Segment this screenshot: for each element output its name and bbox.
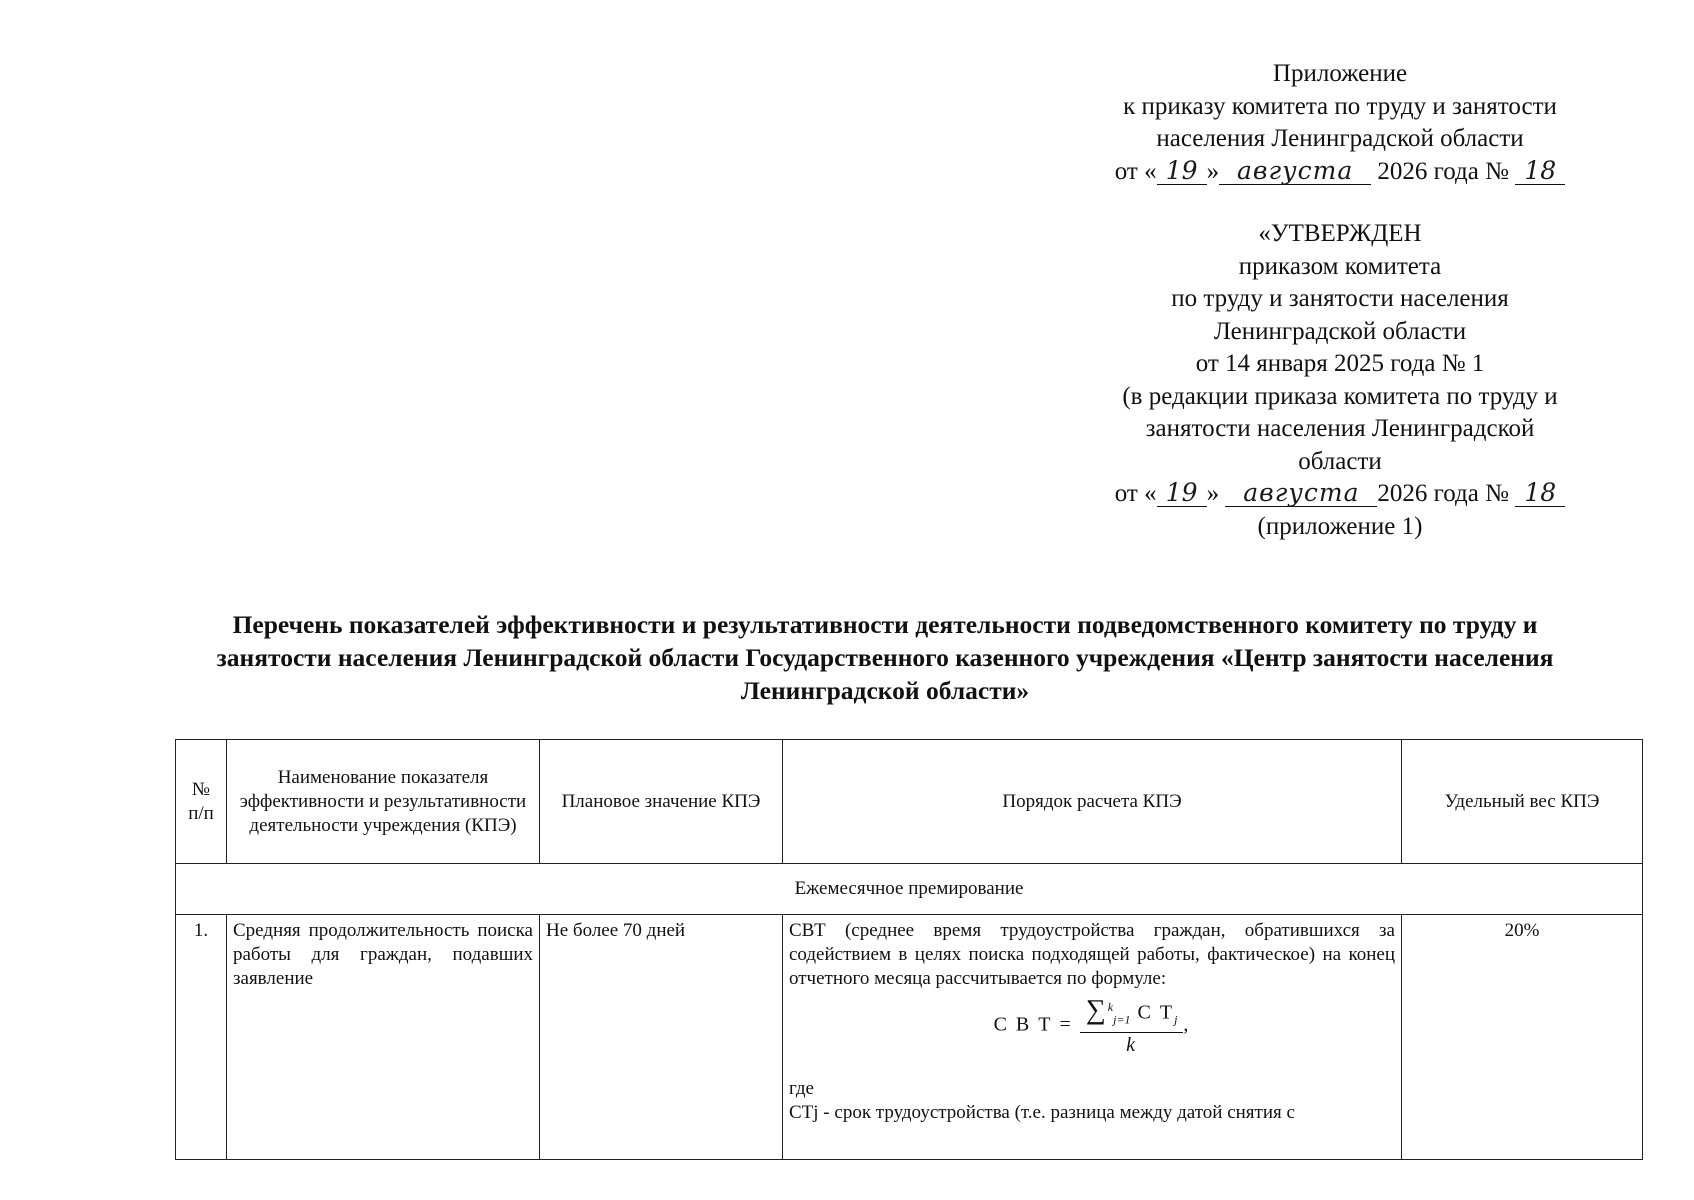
approved-line-3: по труду и занятости населения [1171,285,1509,312]
formula-denominator: k [1126,1033,1138,1056]
row-plan: Не более 70 дней [540,915,783,1160]
approved-line-6: (в редакции приказа комитета по труду и [1122,382,1558,410]
approved-line-8: области [1298,447,1382,475]
formula-lhs: С В Т = [993,1013,1073,1036]
handwritten-number: 18 [1515,480,1565,507]
approved-line-7: занятости населения Ленинградской [1145,415,1535,442]
formula-sup: k [1107,1000,1114,1014]
handwritten-month: августа [1225,480,1377,507]
formula-num-sub: j [1174,1012,1178,1027]
row-weight: 20% [1402,915,1643,1160]
formula-end: , [1183,1013,1191,1036]
section-row [176,864,1643,915]
handwritten-month: августа [1219,158,1371,185]
section-monthly-bonus: Ежемесячное премирование [176,864,1643,915]
date-year-text: 2026 года № [1377,157,1509,185]
formula-sub: j=1 [1113,1012,1131,1027]
calc-where: где [789,1077,814,1099]
formula-num-text: С Т [1137,1001,1175,1024]
date-day-close: » [1206,480,1220,507]
formula-numerator [1080,995,1184,1033]
handwritten-day: 19 [1157,480,1207,507]
header-name: Наименование показателя эффективности и результативности деятельности учреждения (КПЭ) [227,740,540,864]
appendix-date-line [1040,156,1640,189]
approved-line-5: от 14 января 2025 года № 1 [1195,350,1485,377]
approved-line-4: Ленинградской области [1213,317,1467,345]
formula-fraction [1080,995,1184,1057]
row-calc [783,915,1402,1160]
approved-line-9: (приложение 1) [1257,512,1423,540]
date-prefix: от « [1114,480,1157,507]
approved-line-2: приказом комитета [1238,252,1442,280]
table-header-row [176,740,1643,864]
date-prefix: от « [1114,157,1157,185]
calc-intro: СВТ (среднее время трудоустройства граждан, обратившихся за содействием в целях поиска подходящей работы, фактическое) на конец отчетного месяца рассчитывается по формуле: [789,920,1395,989]
svt-formula [789,995,1395,1057]
appendix-header [1040,58,1640,188]
date-year-text: 2026 года № [1377,480,1509,507]
approved-header [1040,218,1640,543]
table-row [176,915,1643,1160]
header-weight: Удельный вес КПЭ [1402,740,1643,864]
handwritten-day: 19 [1157,158,1207,185]
appendix-title: Приложение [1272,60,1408,87]
document-title: Перечень показателей эффективности и результативности деятельности подведомственного комитету по труду и занятости населения Ленинградской области Государственного казенного учреждения «Центр занятости населения Ленинградской области» [216,610,1554,705]
header-calc: Порядок расчета КПЭ [783,740,1402,864]
date-day-close: » [1206,157,1220,185]
appendix-line-2: населения Ленинградской области [1156,125,1524,152]
header-num: № п/п [176,740,227,864]
kpe-table [175,739,1643,1160]
appendix-line-1: к приказу комитета по труду и занятости [1123,92,1557,120]
row-num: 1. [176,915,227,1160]
approved-line-1: «УТВЕРЖДЕН [1258,220,1422,247]
header-plan: Плановое значение КПЭ [540,740,783,864]
approved-date-line [1040,478,1640,511]
handwritten-number: 18 [1515,158,1565,185]
row-name: Средняя продолжительность поиска работы для граждан, подавших заявление [227,915,540,1160]
sum-symbol: ∑ [1085,994,1108,1026]
calc-definition: СТj - срок трудоустройства (т.е. разница между датой снятия с [789,1101,1295,1123]
